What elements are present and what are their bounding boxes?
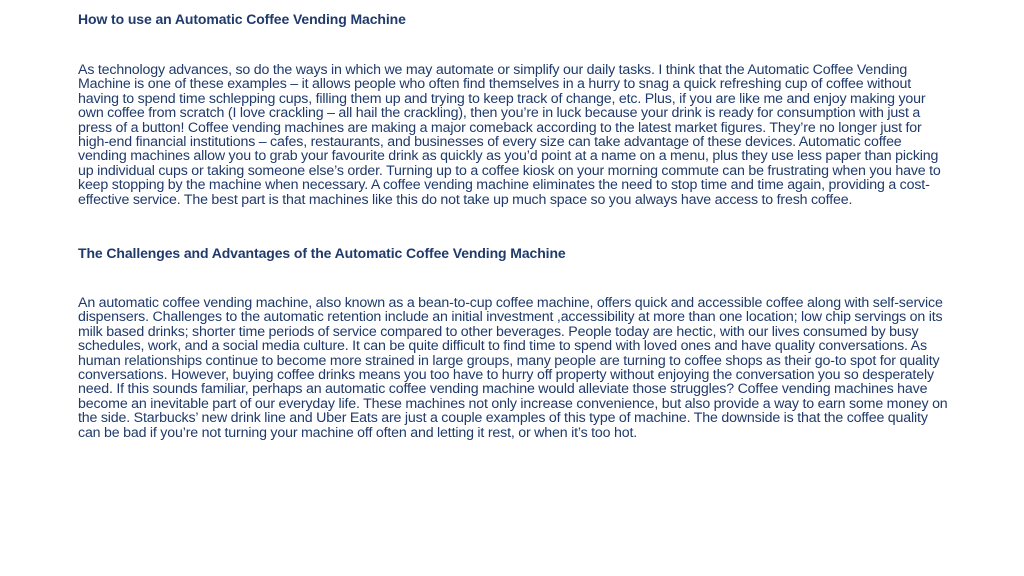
section-heading-how-to-use: How to use an Automatic Coffee Vending Machine — [78, 11, 406, 27]
section-paragraph-how-to-use: As technology advances, so do the ways in which we may automate or simplify our daily tasks. I think that the Automatic Coffee Vending Machine is one of these examples – it allows people who often find themselves in a hurry to snag a quick refreshing cup of coffee without having to spend time schlepping cups, filling them up and trying to keep track of change, etc. Plus, if you are like me and enjoy making your own coffee from scratch (I love crackling – all hail the crackling), then you’re in luck because your drink is ready for consumption with just a press of a button! Coffee vending machines are making a major comeback according to the latest market figures. They’re no longer just for high-end financial institutions – cafes, restaurants, and businesses of every size can take advantage of these devices. Automatic coffee vending machines allow you to grab your favourite drink as quickly as you’d point at a name on a menu, plus they use less paper than picking up individual cups or taking someone else’s order. Turning up to a coffee kiosk on your morning commute can be frustrating when you have to keep stopping by the machine when necessary. A coffee vending machine eliminates the need to stop time and time again, providing a cost-effective service. The best part is that machines like this do not take up much space so you always have access to fresh coffee. — [78, 62, 941, 208]
section-paragraph-challenges-advantages: An automatic coffee vending machine, also known as a bean-to-cup coffee machine, offers quick and accessible coffee along with self-service dispensers. Challenges to the automatic retention include an initial investment ,accessibility at more than one location; low chip servings on its milk based drinks; shorter time periods of service compared to other beverages. People today are hectic, with our lives consumed by busy schedules, work, and a social media culture. It can be quite difficult to find time to spend with loved ones and have quality conversations. As human relationships continue to become more strained in large groups, many people are turning to coffee shops as their go-to spot for quality conversations. However, buying coffee drinks means you too have to hurry off property without enjoying the conversation you so desperately need. If this sounds familiar, perhaps an automatic coffee vending machine would alleviate those struggles? Coffee vending machines have become an inevitable part of our everyday life. These machines not only increase convenience, but also provide a way to earn some money on the side. Starbucks’ new drink line and Uber Eats are just a couple examples of this type of machine. The downside is that the coffee quality can be bad if you’re not turning your machine off often and letting it rest, or when it’s too hot. — [78, 295, 948, 441]
section-heading-challenges-advantages: The Challenges and Advantages of the Automatic Coffee Vending Machine — [78, 245, 566, 261]
